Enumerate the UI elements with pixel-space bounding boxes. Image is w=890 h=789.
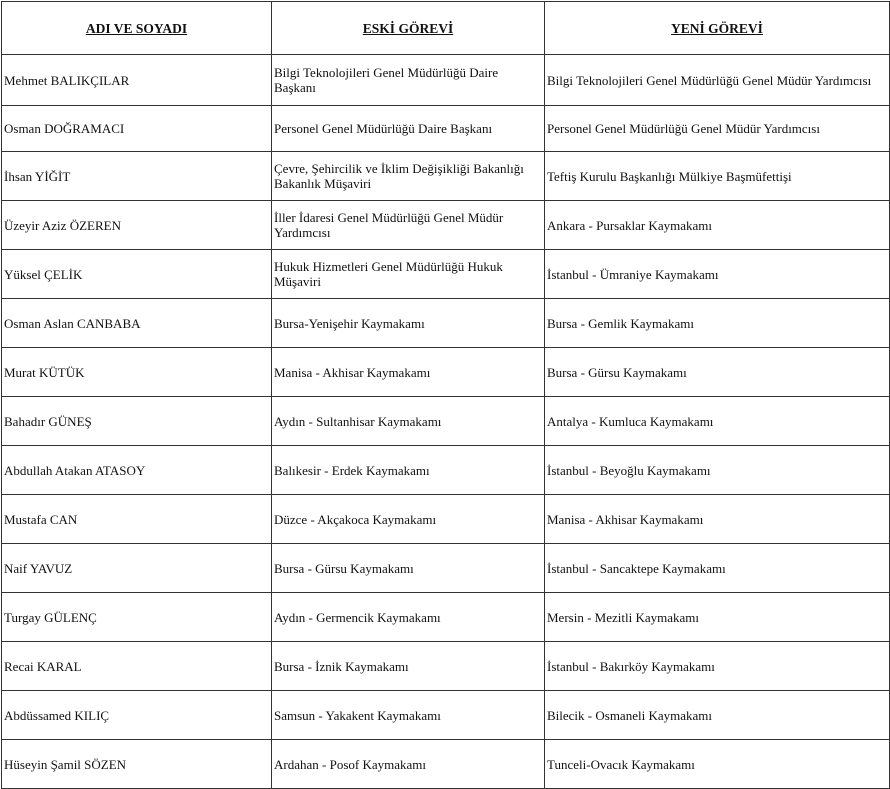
new-position-cell: Mersin - Mezitli Kaymakamı	[545, 593, 890, 642]
name-cell: Osman Aslan CANBABA	[2, 299, 272, 348]
old-position-cell: Bursa-Yenişehir Kaymakamı	[272, 299, 545, 348]
table-row	[2, 152, 890, 201]
table-row	[2, 740, 890, 789]
name-cell: Mehmet BALIKÇILAR	[2, 55, 272, 106]
old-position-cell: Bursa - Gürsu Kaymakamı	[272, 544, 545, 593]
old-position-cell: Bursa - İznik Kaymakamı	[272, 642, 545, 691]
header-name: ADI VE SOYADI	[2, 2, 272, 55]
name-cell: Abdüssamed KILIÇ	[2, 691, 272, 740]
old-position-cell: Aydın - Germencik Kaymakamı	[272, 593, 545, 642]
old-position-cell: Samsun - Yakakent Kaymakamı	[272, 691, 545, 740]
name-cell: Mustafa CAN	[2, 495, 272, 544]
header-old-position: ESKİ GÖREVİ	[272, 2, 545, 55]
new-position-cell: Bilgi Teknolojileri Genel Müdürlüğü Genel Müdür Yardımcısı	[545, 55, 890, 106]
name-cell: Yüksel ÇELİK	[2, 250, 272, 299]
name-cell: İhsan YİĞİT	[2, 152, 272, 201]
old-position-cell: Hukuk Hizmetleri Genel Müdürlüğü Hukuk Müşaviri	[272, 250, 545, 299]
old-position-cell: Ardahan - Posof Kaymakamı	[272, 740, 545, 789]
header-row	[2, 2, 890, 55]
old-position-cell: Personel Genel Müdürlüğü Daire Başkanı	[272, 106, 545, 152]
table-row	[2, 397, 890, 446]
old-position-cell: Manisa - Akhisar Kaymakamı	[272, 348, 545, 397]
name-cell: Osman DOĞRAMACI	[2, 106, 272, 152]
new-position-cell: İstanbul - Sancaktepe Kaymakamı	[545, 544, 890, 593]
name-cell: Turgay GÜLENÇ	[2, 593, 272, 642]
new-position-cell: İstanbul - Beyoğlu Kaymakamı	[545, 446, 890, 495]
old-position-cell: Balıkesir - Erdek Kaymakamı	[272, 446, 545, 495]
table-row	[2, 299, 890, 348]
table-row	[2, 55, 890, 106]
new-position-cell: Bilecik - Osmaneli Kaymakamı	[545, 691, 890, 740]
new-position-cell: Ankara - Pursaklar Kaymakamı	[545, 201, 890, 250]
table-row	[2, 348, 890, 397]
new-position-cell: Bursa - Gemlik Kaymakamı	[545, 299, 890, 348]
name-cell: Abdullah Atakan ATASOY	[2, 446, 272, 495]
new-position-cell: İstanbul - Ümraniye Kaymakamı	[545, 250, 890, 299]
table-row	[2, 495, 890, 544]
table-row	[2, 691, 890, 740]
old-position-cell: Aydın - Sultanhisar Kaymakamı	[272, 397, 545, 446]
old-position-cell: Düzce - Akçakoca Kaymakamı	[272, 495, 545, 544]
table-row	[2, 106, 890, 152]
new-position-cell: Bursa - Gürsu Kaymakamı	[545, 348, 890, 397]
table-row	[2, 544, 890, 593]
new-position-cell: İstanbul - Bakırköy Kaymakamı	[545, 642, 890, 691]
new-position-cell: Teftiş Kurulu Başkanlığı Mülkiye Başmüfettişi	[545, 152, 890, 201]
header-new-position: YENİ GÖREVİ	[545, 2, 890, 55]
old-position-cell: İller İdaresi Genel Müdürlüğü Genel Müdür Yardımcısı	[272, 201, 545, 250]
new-position-cell: Antalya - Kumluca Kaymakamı	[545, 397, 890, 446]
old-position-cell: Çevre, Şehircilik ve İklim Değişikliği Bakanlığı Bakanlık Müşaviri	[272, 152, 545, 201]
old-position-cell: Bilgi Teknolojileri Genel Müdürlüğü Daire Başkanı	[272, 55, 545, 106]
table-row	[2, 446, 890, 495]
name-cell: Bahadır GÜNEŞ	[2, 397, 272, 446]
new-position-cell: Manisa - Akhisar Kaymakamı	[545, 495, 890, 544]
table-row	[2, 593, 890, 642]
name-cell: Naif YAVUZ	[2, 544, 272, 593]
appointments-table	[1, 1, 890, 789]
new-position-cell: Personel Genel Müdürlüğü Genel Müdür Yardımcısı	[545, 106, 890, 152]
new-position-cell: Tunceli-Ovacık Kaymakamı	[545, 740, 890, 789]
name-cell: Hüseyin Şamil SÖZEN	[2, 740, 272, 789]
name-cell: Murat KÜTÜK	[2, 348, 272, 397]
name-cell: Üzeyir Aziz ÖZEREN	[2, 201, 272, 250]
table-row	[2, 250, 890, 299]
table-row	[2, 201, 890, 250]
name-cell: Recai KARAL	[2, 642, 272, 691]
table-row	[2, 642, 890, 691]
